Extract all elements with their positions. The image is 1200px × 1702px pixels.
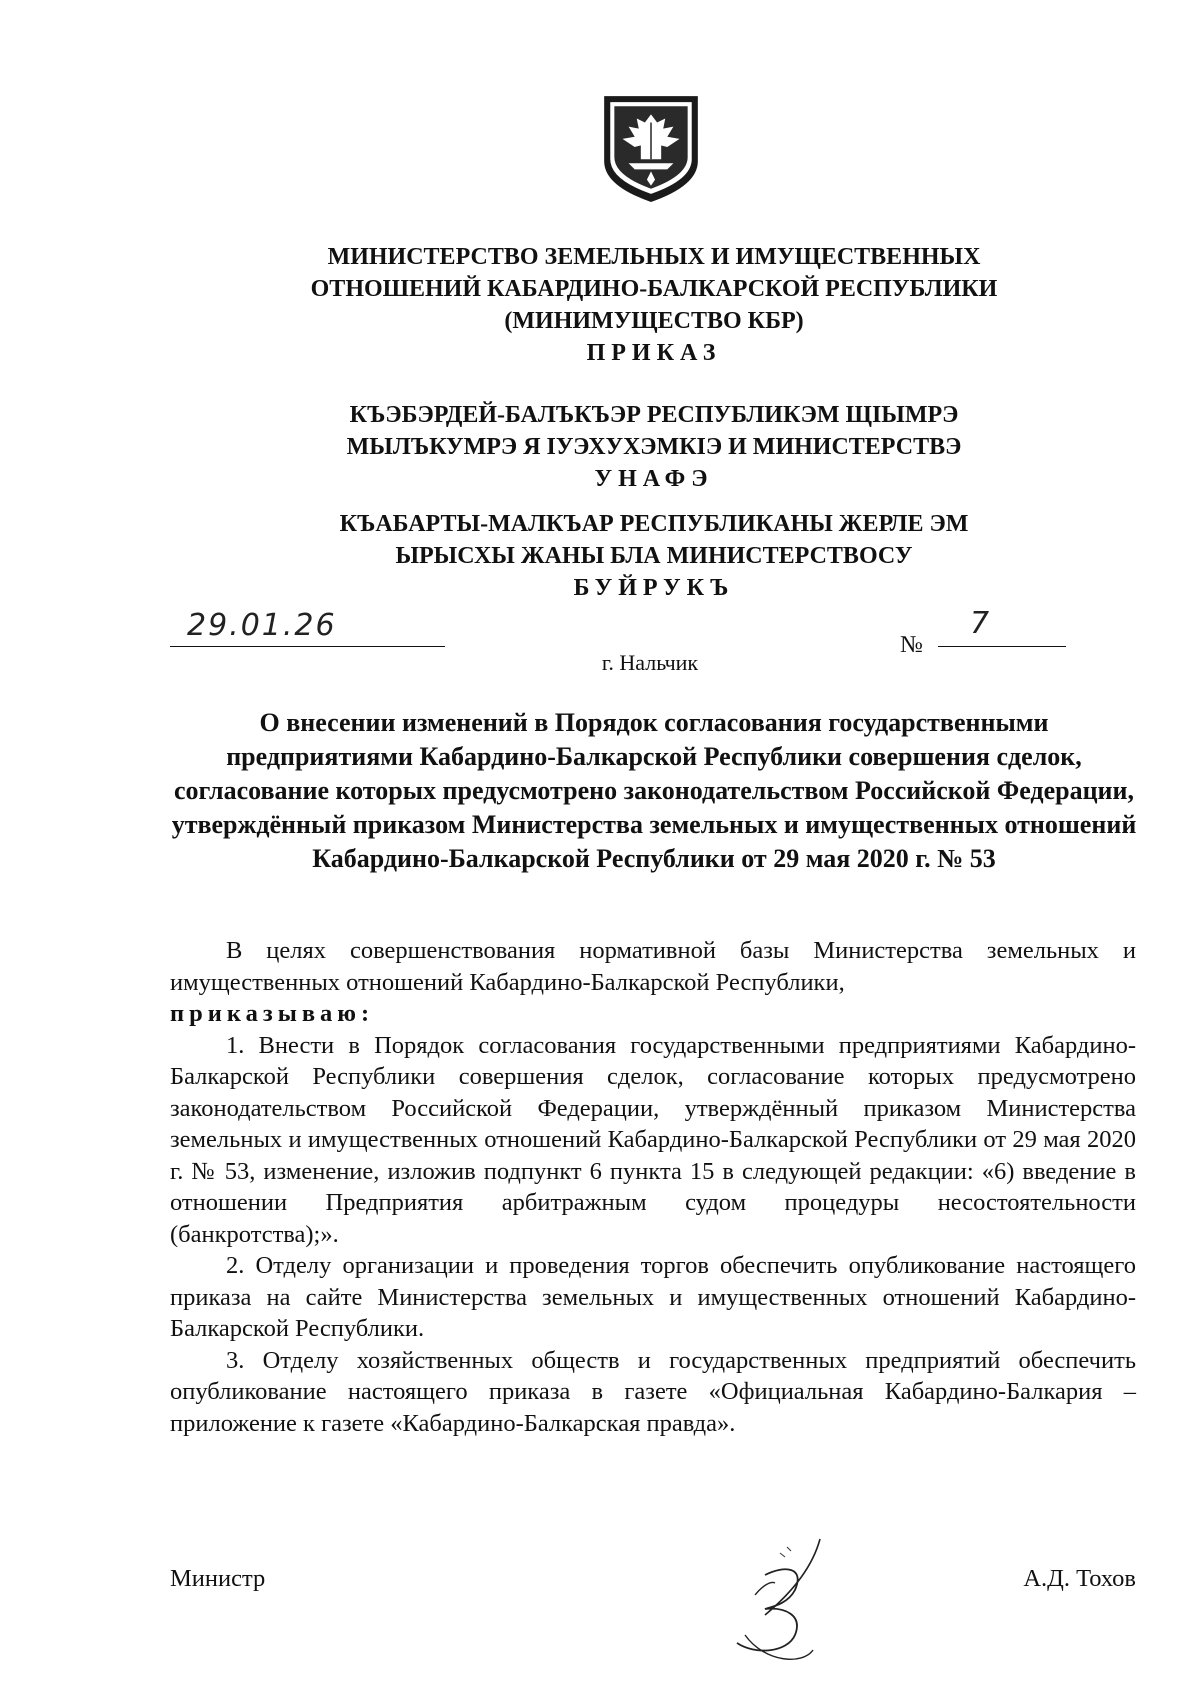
ministry-short-name: (МИНИМУЩЕСТВО КБР) [504,308,804,334]
paragraph-1: 1. Внести в Порядок согласования государственными предприятиями Кабардино-Балкарской Республики совершения сделок, согласование которых предусмотрено законодательством Российской Федерации, утверждённый приказом Министерства земельных и имущественных отношений Кабардино-Балкарской Республики от 29 мая 2020 г. № 53, изменение, изложив подпункт 6 пункта 15 в следующей редакции: «6) введение в отношении Предприятия арбитражным судом процедуры несостоятельности (банкротства);». [170,1031,1136,1248]
kabardian-line-1: КЪЭБЭРДЕЙ-БАЛЪКЪЭР РЕСПУБЛИКЭМ ЩIЫМРЭ [349,402,959,428]
kabardian-line-2: МЫЛЪКУМРЭ Я IУЭХУХЭМКIЭ И МИНИСТЕРСТВЭ [346,434,962,460]
ministry-name-line-2: ОТНОШЕНИЙ КАБАРДИНО-БАЛКАРСКОЙ РЕСПУБЛИКИ [310,276,998,302]
document-type-balkar: БУЙРУКЪ [573,575,735,601]
document-number: 7 [970,606,990,641]
date-underline [170,646,445,647]
signatory-position: Министр [170,1565,266,1592]
city: г. Нальчик [601,650,699,675]
document-title: О внесении изменений в Порядок согласования государственными предприятиями Кабардино-Балкарской Республики совершения сделок, согласование которых предусмотрено законодательством Российской Федерации, утверждённый приказом Министерства земельных и имущественных отношений Кабардино-Балкарской Республики от 29 мая 2020 г. № 53 [171,708,1137,873]
ministry-name-line-1: МИНИСТЕРСТВО ЗЕМЕЛЬНЫХ И ИМУЩЕСТВЕННЫХ [327,244,981,270]
paragraph-3: 3. Отделу хозяйственных обществ и государственных предприятий обеспечить опубликование настоящего приказа в газете «Официальная Кабардино-Балкария – приложение к газете «Кабардино-Балкарская правда». [170,1346,1136,1437]
coat-of-arms-emblem [600,92,702,204]
number-label: № [900,632,923,658]
handwritten-signature [725,1535,845,1670]
balkar-line-1: КЪАБАРТЫ-МАЛКЪАР РЕСПУБЛИКАНЫ ЖЕРЛЕ ЭМ [339,511,969,537]
document-type-kabardian: УНАФЭ [594,466,714,492]
ministry-header-kabardian [170,399,1138,495]
ministry-header-russian [170,241,1138,369]
ministry-header-balkar [170,508,1138,604]
signatory-name: А.Д. Тохов [1023,1565,1136,1592]
intro-text: В целях совершенствования нормативной базы Министерства земельных и имущественных отношений Кабардино-Балкарской Республики, [170,937,1136,996]
paragraph-2: 2. Отделу организации и проведения торгов обеспечить опубликование настоящего приказа на сайте Министерства земельных и имущественных отношений Кабардино-Балкарской Республики. [170,1252,1136,1342]
document-date: 29.01.26 [187,608,337,643]
document-type-russian: ПРИКАЗ [586,340,722,366]
order-word: приказываю: [170,1000,375,1027]
number-underline [938,646,1066,647]
intro-paragraph [170,935,1136,1030]
balkar-line-2: ЫРЫСХЫ ЖАНЫ БЛА МИНИСТЕРСТВОСУ [395,543,913,569]
document-body [170,935,1136,1439]
